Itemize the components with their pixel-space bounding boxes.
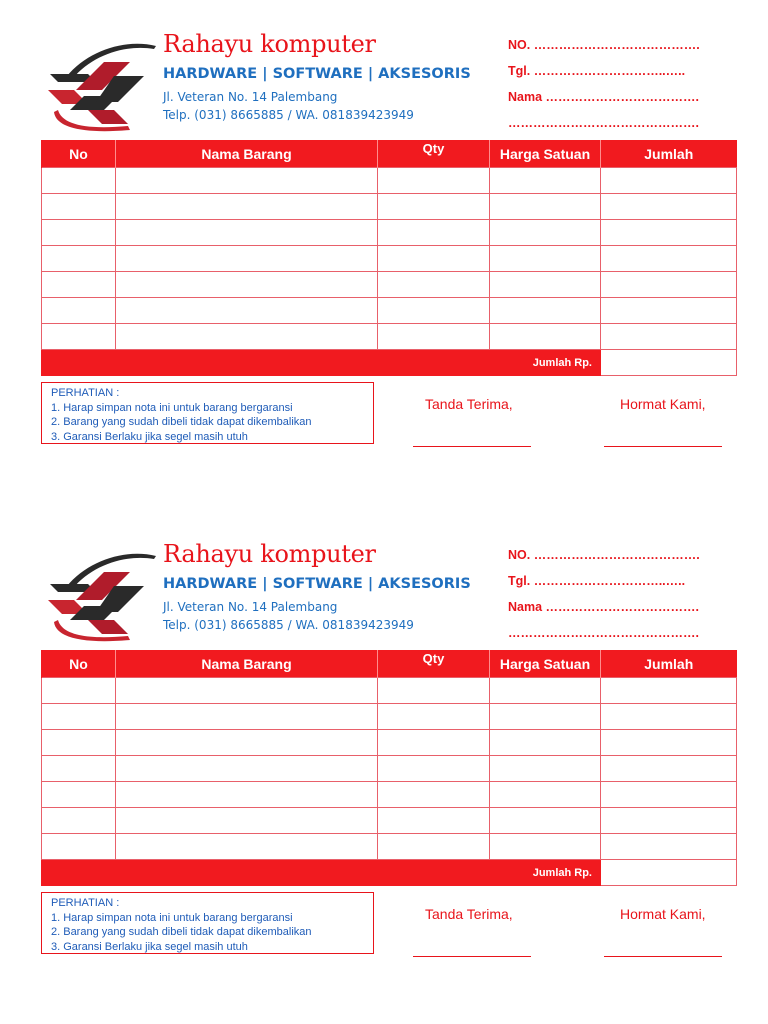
cell bbox=[42, 834, 116, 860]
shop-phone: Telp. (031) 8665885 / WA. 081839423949 bbox=[163, 108, 414, 122]
cell bbox=[490, 298, 601, 324]
cell bbox=[378, 756, 490, 782]
cell bbox=[378, 168, 490, 194]
table-header-row bbox=[42, 140, 737, 168]
cell bbox=[601, 220, 737, 246]
receipt-bottom bbox=[0, 510, 768, 980]
table-row bbox=[42, 834, 737, 860]
cell bbox=[42, 246, 116, 272]
logo-icon bbox=[44, 38, 160, 136]
invoice-number-field: NO. …………………………………. bbox=[508, 38, 700, 52]
cell bbox=[601, 834, 737, 860]
cell bbox=[378, 808, 490, 834]
customer-extra-field: ………………………………………. bbox=[508, 626, 699, 640]
receiver-signature-line bbox=[413, 446, 531, 447]
cell bbox=[116, 730, 378, 756]
cell bbox=[601, 324, 737, 350]
table-row bbox=[42, 756, 737, 782]
cell bbox=[378, 730, 490, 756]
receiver-signature-label: Tanda Terima, bbox=[425, 906, 513, 922]
items-table bbox=[41, 140, 737, 376]
cell bbox=[378, 272, 490, 298]
header-qty: Qty bbox=[378, 140, 490, 168]
cell bbox=[490, 220, 601, 246]
cell bbox=[601, 168, 737, 194]
cell bbox=[116, 808, 378, 834]
table-row bbox=[42, 272, 737, 298]
table-row bbox=[42, 194, 737, 220]
notice-item: 3. Garansi Berlaku jika segel masih utuh bbox=[51, 430, 248, 443]
shop-name: Rahayu komputer bbox=[163, 540, 376, 568]
sender-signature-line bbox=[604, 446, 722, 447]
cell bbox=[490, 834, 601, 860]
items-table bbox=[41, 650, 737, 886]
table-row bbox=[42, 220, 737, 246]
cell bbox=[116, 194, 378, 220]
total-row bbox=[42, 860, 737, 886]
shop-address: Jl. Veteran No. 14 Palembang bbox=[163, 600, 338, 614]
cell bbox=[42, 730, 116, 756]
shop-name: Rahayu komputer bbox=[163, 30, 376, 58]
total-label: Jumlah Rp. bbox=[42, 860, 601, 886]
cell bbox=[42, 324, 116, 350]
total-value bbox=[601, 860, 737, 886]
header-qty: Qty bbox=[378, 650, 490, 678]
cell bbox=[116, 782, 378, 808]
shop-address: Jl. Veteran No. 14 Palembang bbox=[163, 90, 338, 104]
notice-item: 1. Harap simpan nota ini untuk barang bergaransi bbox=[51, 911, 293, 924]
table-row bbox=[42, 730, 737, 756]
sender-signature-label: Hormat Kami, bbox=[620, 396, 706, 412]
notice-item: 3. Garansi Berlaku jika segel masih utuh bbox=[51, 940, 248, 953]
total-label: Jumlah Rp. bbox=[42, 350, 601, 376]
cell bbox=[601, 730, 737, 756]
cell bbox=[378, 678, 490, 704]
cell bbox=[42, 194, 116, 220]
table-row bbox=[42, 324, 737, 350]
shop-phone: Telp. (031) 8665885 / WA. 081839423949 bbox=[163, 618, 414, 632]
notice-title: PERHATIAN : bbox=[51, 897, 120, 909]
notice-item: 2. Barang yang sudah dibeli tidak dapat dikembalikan bbox=[51, 926, 312, 938]
cell bbox=[116, 272, 378, 298]
table-row bbox=[42, 808, 737, 834]
cell bbox=[490, 168, 601, 194]
notice-box bbox=[41, 892, 374, 954]
table-row bbox=[42, 704, 737, 730]
cell bbox=[116, 220, 378, 246]
cell bbox=[378, 194, 490, 220]
cell bbox=[378, 324, 490, 350]
table-row bbox=[42, 246, 737, 272]
cell bbox=[490, 730, 601, 756]
shop-tagline: HARDWARE | SOFTWARE | AKSESORIS bbox=[163, 66, 471, 82]
header-no: No bbox=[42, 140, 116, 168]
cell bbox=[116, 168, 378, 194]
table-row bbox=[42, 168, 737, 194]
header-jumlah: Jumlah bbox=[601, 650, 737, 678]
receipt-top bbox=[0, 0, 768, 470]
receiver-signature-line bbox=[413, 956, 531, 957]
cell bbox=[42, 782, 116, 808]
sender-signature-line bbox=[604, 956, 722, 957]
header-harga-satuan: Harga Satuan bbox=[490, 140, 601, 168]
invoice-date-field: Tgl. …………………………..….. bbox=[508, 574, 686, 588]
header-no: No bbox=[42, 650, 116, 678]
cell bbox=[601, 194, 737, 220]
notice-item: 1. Harap simpan nota ini untuk barang bergaransi bbox=[51, 401, 293, 414]
table-header-row bbox=[42, 650, 737, 678]
cell bbox=[601, 246, 737, 272]
cell bbox=[601, 782, 737, 808]
invoice-date-field: Tgl. …………………………..….. bbox=[508, 64, 686, 78]
cell bbox=[490, 756, 601, 782]
total-value bbox=[601, 350, 737, 376]
cell bbox=[42, 678, 116, 704]
cell bbox=[378, 782, 490, 808]
header-harga-satuan: Harga Satuan bbox=[490, 650, 601, 678]
customer-name-field: Nama ………………………………. bbox=[508, 90, 699, 104]
cell bbox=[490, 678, 601, 704]
total-row bbox=[42, 350, 737, 376]
receiver-signature-label: Tanda Terima, bbox=[425, 396, 513, 412]
cell bbox=[116, 704, 378, 730]
cell bbox=[378, 834, 490, 860]
cell bbox=[116, 834, 378, 860]
cell bbox=[490, 704, 601, 730]
header-nama-barang: Nama Barang bbox=[116, 140, 378, 168]
notice-box bbox=[41, 382, 374, 444]
cell bbox=[42, 756, 116, 782]
cell bbox=[490, 782, 601, 808]
table-row bbox=[42, 298, 737, 324]
header-nama-barang: Nama Barang bbox=[116, 650, 378, 678]
cell bbox=[42, 168, 116, 194]
cell bbox=[42, 298, 116, 324]
cell bbox=[116, 246, 378, 272]
cell bbox=[490, 246, 601, 272]
cell bbox=[116, 298, 378, 324]
cell bbox=[116, 678, 378, 704]
cell bbox=[42, 808, 116, 834]
cell bbox=[490, 272, 601, 298]
notice-item: 2. Barang yang sudah dibeli tidak dapat dikembalikan bbox=[51, 416, 312, 428]
cell bbox=[601, 298, 737, 324]
table-row bbox=[42, 678, 737, 704]
invoice-number-field: NO. …………………………………. bbox=[508, 548, 700, 562]
cell bbox=[378, 246, 490, 272]
cell bbox=[601, 272, 737, 298]
cell bbox=[378, 298, 490, 324]
cell bbox=[378, 704, 490, 730]
cell bbox=[42, 272, 116, 298]
notice-title: PERHATIAN : bbox=[51, 387, 120, 399]
cell bbox=[116, 324, 378, 350]
customer-extra-field: ………………………………………. bbox=[508, 116, 699, 130]
cell bbox=[490, 808, 601, 834]
cell bbox=[601, 678, 737, 704]
cell bbox=[378, 220, 490, 246]
customer-name-field: Nama ………………………………. bbox=[508, 600, 699, 614]
table-row bbox=[42, 782, 737, 808]
shop-tagline: HARDWARE | SOFTWARE | AKSESORIS bbox=[163, 576, 471, 592]
header-jumlah: Jumlah bbox=[601, 140, 737, 168]
cell bbox=[490, 194, 601, 220]
cell bbox=[116, 756, 378, 782]
cell bbox=[42, 704, 116, 730]
cell bbox=[601, 756, 737, 782]
cell bbox=[601, 704, 737, 730]
sender-signature-label: Hormat Kami, bbox=[620, 906, 706, 922]
cell bbox=[601, 808, 737, 834]
cell bbox=[490, 324, 601, 350]
logo-icon bbox=[44, 548, 160, 646]
cell bbox=[42, 220, 116, 246]
